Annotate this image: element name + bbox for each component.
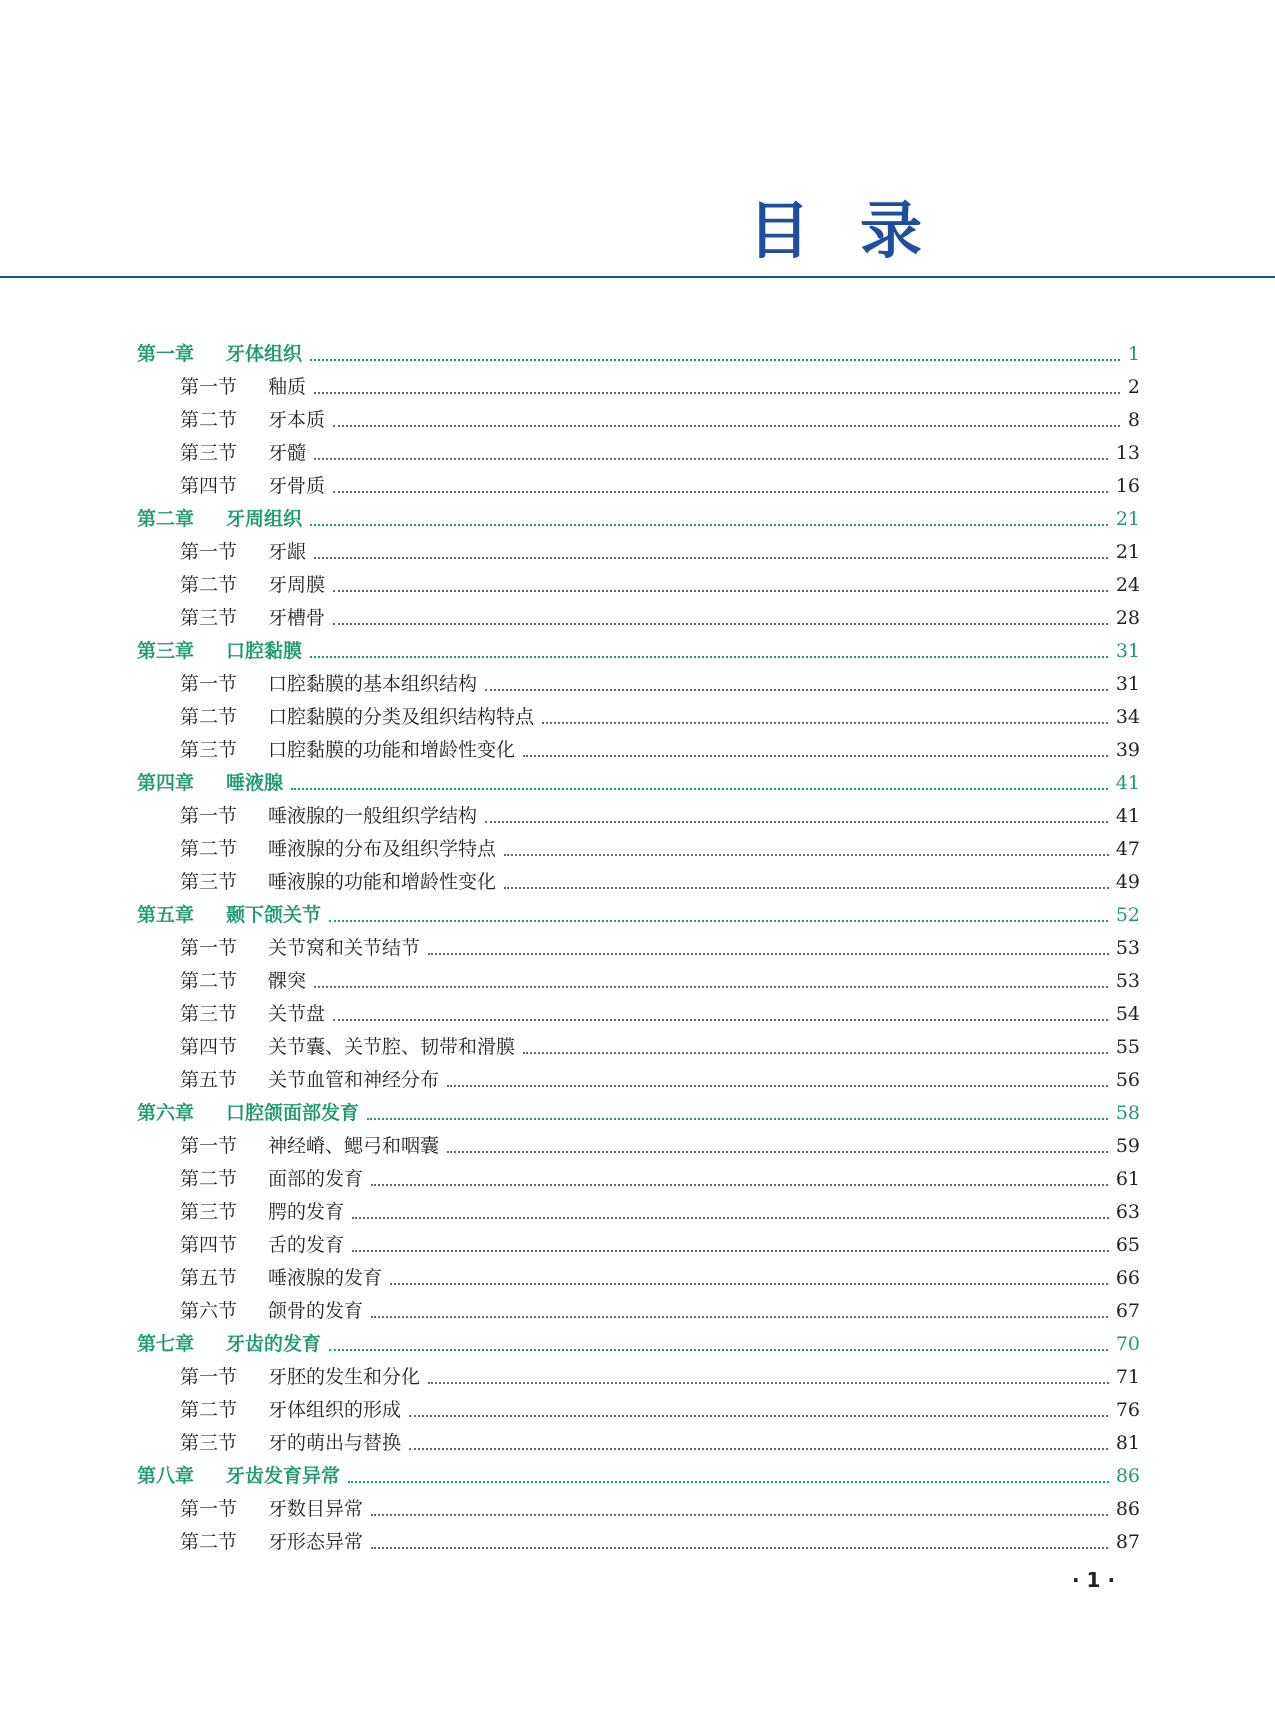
toc-section-entry[interactable]	[0, 1493, 1275, 1526]
section-number: 第一节	[180, 541, 238, 563]
section-title: 牙周膜	[268, 569, 333, 602]
toc-section-entry[interactable]	[0, 1427, 1275, 1460]
dot-leader	[504, 887, 1140, 889]
page-number: · 1 ·	[1072, 1568, 1116, 1592]
toc-page-number: 76	[1110, 1394, 1140, 1427]
dot-leader	[428, 1382, 1140, 1384]
section-title: 口腔黏膜的分类及组织结构特点	[268, 701, 542, 734]
toc-section-entry[interactable]	[0, 536, 1275, 569]
chapter-title: 口腔黏膜	[226, 635, 310, 668]
section-number: 第一节	[180, 805, 238, 827]
chapter-number: 第五章	[137, 904, 195, 926]
chapter-title: 口腔颌面部发育	[226, 1097, 367, 1130]
section-number: 第三节	[180, 1201, 238, 1223]
chapter-number: 第八章	[137, 1465, 195, 1487]
toc-page-number: 65	[1110, 1229, 1140, 1262]
toc-page-number: 49	[1110, 866, 1140, 899]
section-title: 关节盘	[268, 998, 333, 1031]
toc-section-entry[interactable]	[0, 569, 1275, 602]
dot-leader	[523, 755, 1140, 757]
toc-chapter-entry[interactable]	[0, 503, 1275, 536]
toc-page-number: 87	[1110, 1526, 1140, 1559]
dot-leader	[542, 722, 1140, 724]
toc-chapter-entry[interactable]	[0, 767, 1275, 800]
toc-page-number: 31	[1110, 668, 1140, 701]
toc-section-entry[interactable]	[0, 1196, 1275, 1229]
section-title: 牙形态异常	[268, 1526, 371, 1559]
dot-leader	[310, 656, 1140, 658]
toc-page-number: 39	[1110, 734, 1140, 767]
toc-section-entry[interactable]	[0, 1163, 1275, 1196]
section-title: 牙龈	[268, 536, 314, 569]
chapter-number: 第七章	[137, 1333, 195, 1355]
section-number: 第二节	[180, 1168, 238, 1190]
section-title: 髁突	[268, 965, 314, 998]
dot-leader	[447, 1085, 1140, 1087]
toc-page-number: 13	[1110, 437, 1140, 470]
toc-section-entry[interactable]	[0, 371, 1275, 404]
dot-leader	[523, 1052, 1140, 1054]
section-number: 第三节	[180, 739, 238, 761]
section-number: 第六节	[180, 1300, 238, 1322]
toc-section-entry[interactable]	[0, 833, 1275, 866]
toc-page-number: 67	[1110, 1295, 1140, 1328]
section-number: 第三节	[180, 1432, 238, 1454]
toc-section-entry[interactable]	[0, 470, 1275, 503]
toc-section-entry[interactable]	[0, 866, 1275, 899]
section-number: 第三节	[180, 871, 238, 893]
section-title: 牙骨质	[268, 470, 333, 503]
toc-page-number: 70	[1110, 1328, 1140, 1361]
toc-section-entry[interactable]	[0, 734, 1275, 767]
title-char-1: 目	[748, 194, 811, 267]
section-number: 第二节	[180, 574, 238, 596]
dot-leader	[504, 854, 1140, 856]
section-title: 唾液腺的发育	[268, 1262, 390, 1295]
toc-page-number: 81	[1110, 1427, 1140, 1460]
toc-page-number: 56	[1110, 1064, 1140, 1097]
section-title: 关节窝和关节结节	[268, 932, 428, 965]
toc-section-entry[interactable]	[0, 965, 1275, 998]
toc-page-number: 52	[1110, 899, 1140, 932]
toc-page-number: 53	[1110, 965, 1140, 998]
section-number: 第二节	[180, 970, 238, 992]
dot-leader	[409, 1415, 1140, 1417]
section-number: 第一节	[180, 1135, 238, 1157]
section-title: 唾液腺的分布及组织学特点	[268, 833, 504, 866]
dot-leader	[348, 1481, 1140, 1483]
section-title: 牙数目异常	[268, 1493, 371, 1526]
toc-page-number: 41	[1110, 767, 1140, 800]
section-number: 第二节	[180, 1531, 238, 1553]
dot-leader	[371, 1514, 1140, 1516]
section-number: 第一节	[180, 1366, 238, 1388]
dot-leader	[367, 1118, 1140, 1120]
toc-section-entry[interactable]	[0, 404, 1275, 437]
section-title: 牙胚的发生和分化	[268, 1361, 428, 1394]
page-title	[0, 196, 1275, 266]
toc-chapter-entry[interactable]	[0, 899, 1275, 932]
toc-page-number: 31	[1110, 635, 1140, 668]
title-divider	[0, 276, 1275, 278]
chapter-number: 第六章	[137, 1102, 195, 1124]
dot-leader	[352, 1250, 1140, 1252]
toc-page-number: 41	[1110, 800, 1140, 833]
dot-leader	[447, 1151, 1140, 1153]
chapter-number: 第一章	[137, 343, 195, 365]
toc-page-number: 24	[1110, 569, 1140, 602]
chapter-title: 唾液腺	[226, 767, 291, 800]
toc-section-entry[interactable]	[0, 437, 1275, 470]
toc-page-number: 66	[1110, 1262, 1140, 1295]
toc-section-entry[interactable]	[0, 668, 1275, 701]
section-number: 第四节	[180, 475, 238, 497]
section-title: 神经嵴、鳃弓和咽囊	[268, 1130, 447, 1163]
section-number: 第五节	[180, 1267, 238, 1289]
dot-leader	[409, 1448, 1140, 1450]
dot-leader	[428, 953, 1140, 955]
toc-page-number: 55	[1110, 1031, 1140, 1064]
dot-leader	[291, 788, 1140, 790]
toc-section-entry[interactable]	[0, 701, 1275, 734]
toc-chapter-entry[interactable]	[0, 1097, 1275, 1130]
toc-page-number: 21	[1110, 536, 1140, 569]
section-number: 第四节	[180, 1036, 238, 1058]
toc-page-number: 8	[1122, 404, 1140, 437]
toc-page-number: 61	[1110, 1163, 1140, 1196]
section-number: 第三节	[180, 607, 238, 629]
section-title: 唾液腺的功能和增龄性变化	[268, 866, 504, 899]
section-number: 第四节	[180, 1234, 238, 1256]
toc-page-number: 21	[1110, 503, 1140, 536]
toc-section-entry[interactable]	[0, 602, 1275, 635]
section-title: 关节血管和神经分布	[268, 1064, 447, 1097]
toc-page-number: 2	[1122, 371, 1140, 404]
toc-section-entry[interactable]	[0, 1295, 1275, 1328]
dot-leader	[390, 1283, 1140, 1285]
dot-leader	[314, 557, 1140, 559]
section-title: 关节囊、关节腔、韧带和滑膜	[268, 1031, 523, 1064]
section-number: 第一节	[180, 673, 238, 695]
section-number: 第一节	[180, 1498, 238, 1520]
chapter-title: 颞下颌关节	[226, 899, 329, 932]
section-title: 腭的发育	[268, 1196, 352, 1229]
toc-section-entry[interactable]	[0, 1262, 1275, 1295]
toc-section-entry[interactable]	[0, 1229, 1275, 1262]
section-title: 釉质	[268, 371, 314, 404]
toc-section-entry[interactable]	[0, 1394, 1275, 1427]
section-title: 牙髓	[268, 437, 314, 470]
dot-leader	[371, 1316, 1140, 1318]
toc-section-entry[interactable]	[0, 1064, 1275, 1097]
title-char-2: 录	[860, 194, 923, 267]
section-title: 舌的发育	[268, 1229, 352, 1262]
section-title: 颌骨的发育	[268, 1295, 371, 1328]
section-number: 第二节	[180, 838, 238, 860]
toc-chapter-entry[interactable]	[0, 338, 1275, 371]
dot-leader	[310, 524, 1140, 526]
toc-chapter-entry[interactable]	[0, 1328, 1275, 1361]
toc-page-number: 59	[1110, 1130, 1140, 1163]
chapter-number: 第三章	[137, 640, 195, 662]
dot-leader	[329, 1349, 1140, 1351]
section-number: 第二节	[180, 1399, 238, 1421]
chapter-number: 第二章	[137, 508, 195, 530]
chapter-title: 牙体组织	[226, 338, 310, 371]
dot-leader	[485, 821, 1140, 823]
section-number: 第二节	[180, 706, 238, 728]
dot-leader	[329, 920, 1140, 922]
dot-leader	[333, 1019, 1140, 1021]
chapter-title: 牙齿发育异常	[226, 1460, 348, 1493]
toc-section-entry[interactable]	[0, 1031, 1275, 1064]
dot-leader	[314, 392, 1140, 394]
chapter-title: 牙齿的发育	[226, 1328, 329, 1361]
toc-page-number: 34	[1110, 701, 1140, 734]
dot-leader	[333, 425, 1140, 427]
toc-page-number: 63	[1110, 1196, 1140, 1229]
section-number: 第一节	[180, 376, 238, 398]
toc-chapter-entry[interactable]	[0, 1460, 1275, 1493]
section-title: 牙槽骨	[268, 602, 333, 635]
dot-leader	[485, 689, 1140, 691]
section-title: 口腔黏膜的功能和增龄性变化	[268, 734, 523, 767]
dot-leader	[314, 458, 1140, 460]
toc-page-number: 53	[1110, 932, 1140, 965]
section-title: 牙本质	[268, 404, 333, 437]
toc-page-number: 47	[1110, 833, 1140, 866]
toc-section-entry[interactable]	[0, 998, 1275, 1031]
toc-page-number: 86	[1110, 1460, 1140, 1493]
toc-page-number: 54	[1110, 998, 1140, 1031]
toc-section-entry[interactable]	[0, 800, 1275, 833]
toc-chapter-entry[interactable]	[0, 635, 1275, 668]
toc-page-number: 58	[1110, 1097, 1140, 1130]
dot-leader	[333, 590, 1140, 592]
section-title: 面部的发育	[268, 1163, 371, 1196]
section-title: 牙的萌出与替换	[268, 1427, 409, 1460]
chapter-title: 牙周组织	[226, 503, 310, 536]
section-title: 牙体组织的形成	[268, 1394, 409, 1427]
section-number: 第五节	[180, 1069, 238, 1091]
toc-page-number: 1	[1122, 338, 1140, 371]
section-title: 唾液腺的一般组织学结构	[268, 800, 485, 833]
dot-leader	[333, 623, 1140, 625]
toc-page-number: 71	[1110, 1361, 1140, 1394]
toc-page-number: 16	[1110, 470, 1140, 503]
dot-leader	[371, 1184, 1140, 1186]
dot-leader	[310, 359, 1140, 361]
section-number: 第二节	[180, 409, 238, 431]
dot-leader	[333, 491, 1140, 493]
toc-section-entry[interactable]	[0, 932, 1275, 965]
toc-page-number: 28	[1110, 602, 1140, 635]
section-number: 第一节	[180, 937, 238, 959]
toc-section-entry[interactable]	[0, 1526, 1275, 1559]
toc-section-entry[interactable]	[0, 1361, 1275, 1394]
chapter-number: 第四章	[137, 772, 195, 794]
section-number: 第三节	[180, 1003, 238, 1025]
toc-page-number: 86	[1110, 1493, 1140, 1526]
dot-leader	[352, 1217, 1140, 1219]
dot-leader	[314, 986, 1140, 988]
dot-leader	[371, 1547, 1140, 1549]
section-title: 口腔黏膜的基本组织结构	[268, 668, 485, 701]
toc-section-entry[interactable]	[0, 1130, 1275, 1163]
section-number: 第三节	[180, 442, 238, 464]
